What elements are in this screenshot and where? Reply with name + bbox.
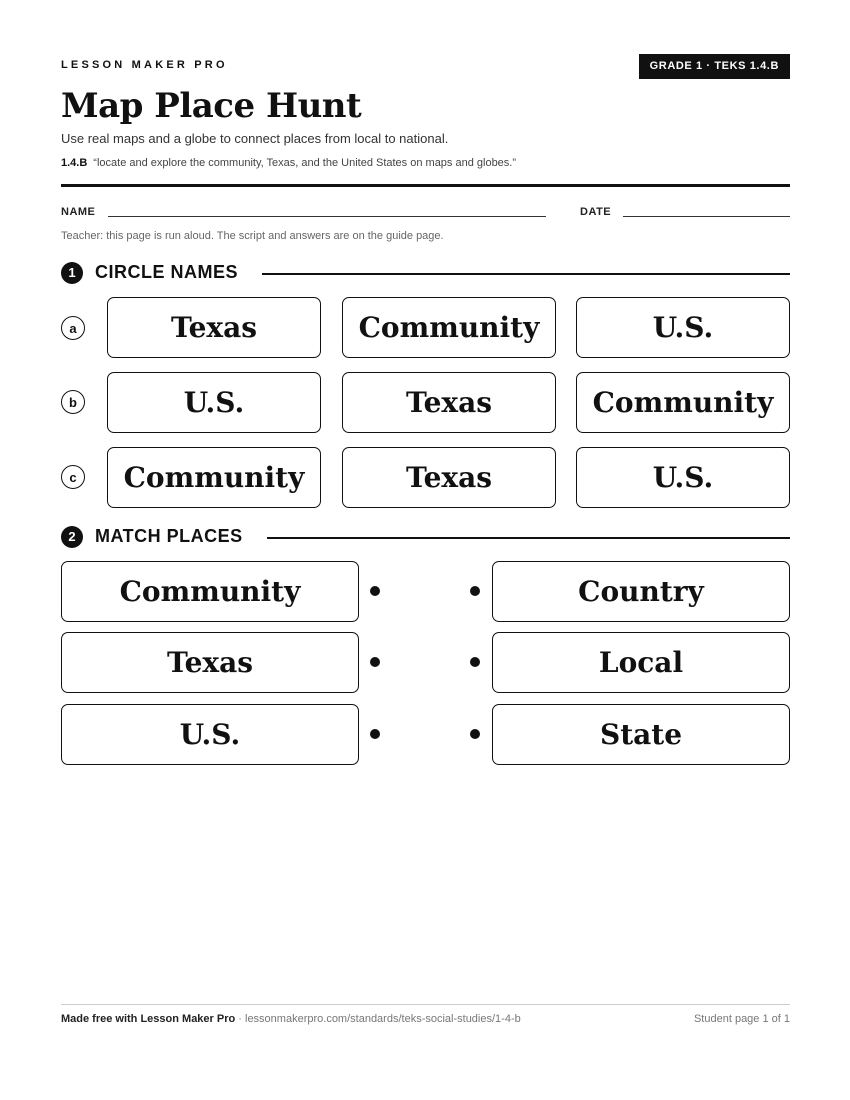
word-choice[interactable]: Community: [576, 372, 790, 433]
section-number: 1: [61, 262, 83, 284]
word-choice[interactable]: Texas: [342, 447, 556, 508]
brand-name: LESSON MAKER PRO: [61, 59, 228, 71]
section-number: 2: [61, 526, 83, 548]
match-right-item[interactable]: Country: [492, 561, 790, 622]
footer-divider: [61, 1004, 790, 1005]
word-choice[interactable]: Community: [342, 297, 556, 358]
row-letter-c: c: [61, 465, 85, 489]
word-choice[interactable]: Texas: [342, 372, 556, 433]
match-dot-right[interactable]: [470, 586, 480, 596]
standard-line: [61, 157, 516, 169]
header-divider: [61, 184, 790, 187]
match-dot-left[interactable]: [370, 729, 380, 739]
footer-url[interactable]: lessonmakerpro.com/standards/teks-social-studies/1-4-b: [245, 1013, 521, 1025]
row-letter-b: b: [61, 390, 85, 414]
match-dot-right[interactable]: [470, 729, 480, 739]
standard-code: 1.4.B: [61, 157, 88, 169]
date-field[interactable]: [623, 216, 790, 217]
section-rule: [262, 273, 790, 275]
match-left-item[interactable]: Community: [61, 561, 359, 622]
date-label: DATE: [580, 206, 612, 218]
footer-separator: ·: [235, 1013, 245, 1025]
section-title: MATCH PLACES: [95, 526, 243, 546]
match-dot-left[interactable]: [370, 657, 380, 667]
page-title: Map Place Hunt: [61, 86, 362, 126]
match-dot-left[interactable]: [370, 586, 380, 596]
match-dot-right[interactable]: [470, 657, 480, 667]
word-choice[interactable]: U.S.: [576, 297, 790, 358]
page-subtitle: Use real maps and a globe to connect places from local to national.: [61, 131, 449, 146]
standard-text: “locate and explore the community, Texas, and the United States on maps and globes.”: [93, 157, 517, 169]
row-letter-a: a: [61, 316, 85, 340]
section-rule: [267, 537, 790, 539]
section-match-places-header: [61, 525, 790, 549]
footer-credit: [61, 1013, 521, 1025]
word-choice[interactable]: U.S.: [107, 372, 321, 433]
name-field[interactable]: [108, 216, 546, 217]
match-right-item[interactable]: Local: [492, 632, 790, 693]
match-left-item[interactable]: U.S.: [61, 704, 359, 765]
word-choice[interactable]: Community: [107, 447, 321, 508]
footer-made: Made free with Lesson Maker Pro: [61, 1013, 236, 1025]
grade-badge: GRADE 1 · TEKS 1.4.B: [639, 54, 790, 79]
teacher-note: Teacher: this page is run aloud. The script and answers are on the guide page.: [61, 230, 444, 242]
worksheet-page: [61, 0, 790, 1100]
word-choice[interactable]: U.S.: [576, 447, 790, 508]
section-title: CIRCLE NAMES: [95, 262, 239, 282]
footer-page-number: Student page 1 of 1: [693, 1013, 790, 1025]
top-bar: [61, 54, 790, 80]
match-left-item[interactable]: Texas: [61, 632, 359, 693]
match-right-item[interactable]: State: [492, 704, 790, 765]
name-label: NAME: [61, 206, 96, 218]
word-choice[interactable]: Texas: [107, 297, 321, 358]
section-circle-names-header: [61, 261, 790, 285]
